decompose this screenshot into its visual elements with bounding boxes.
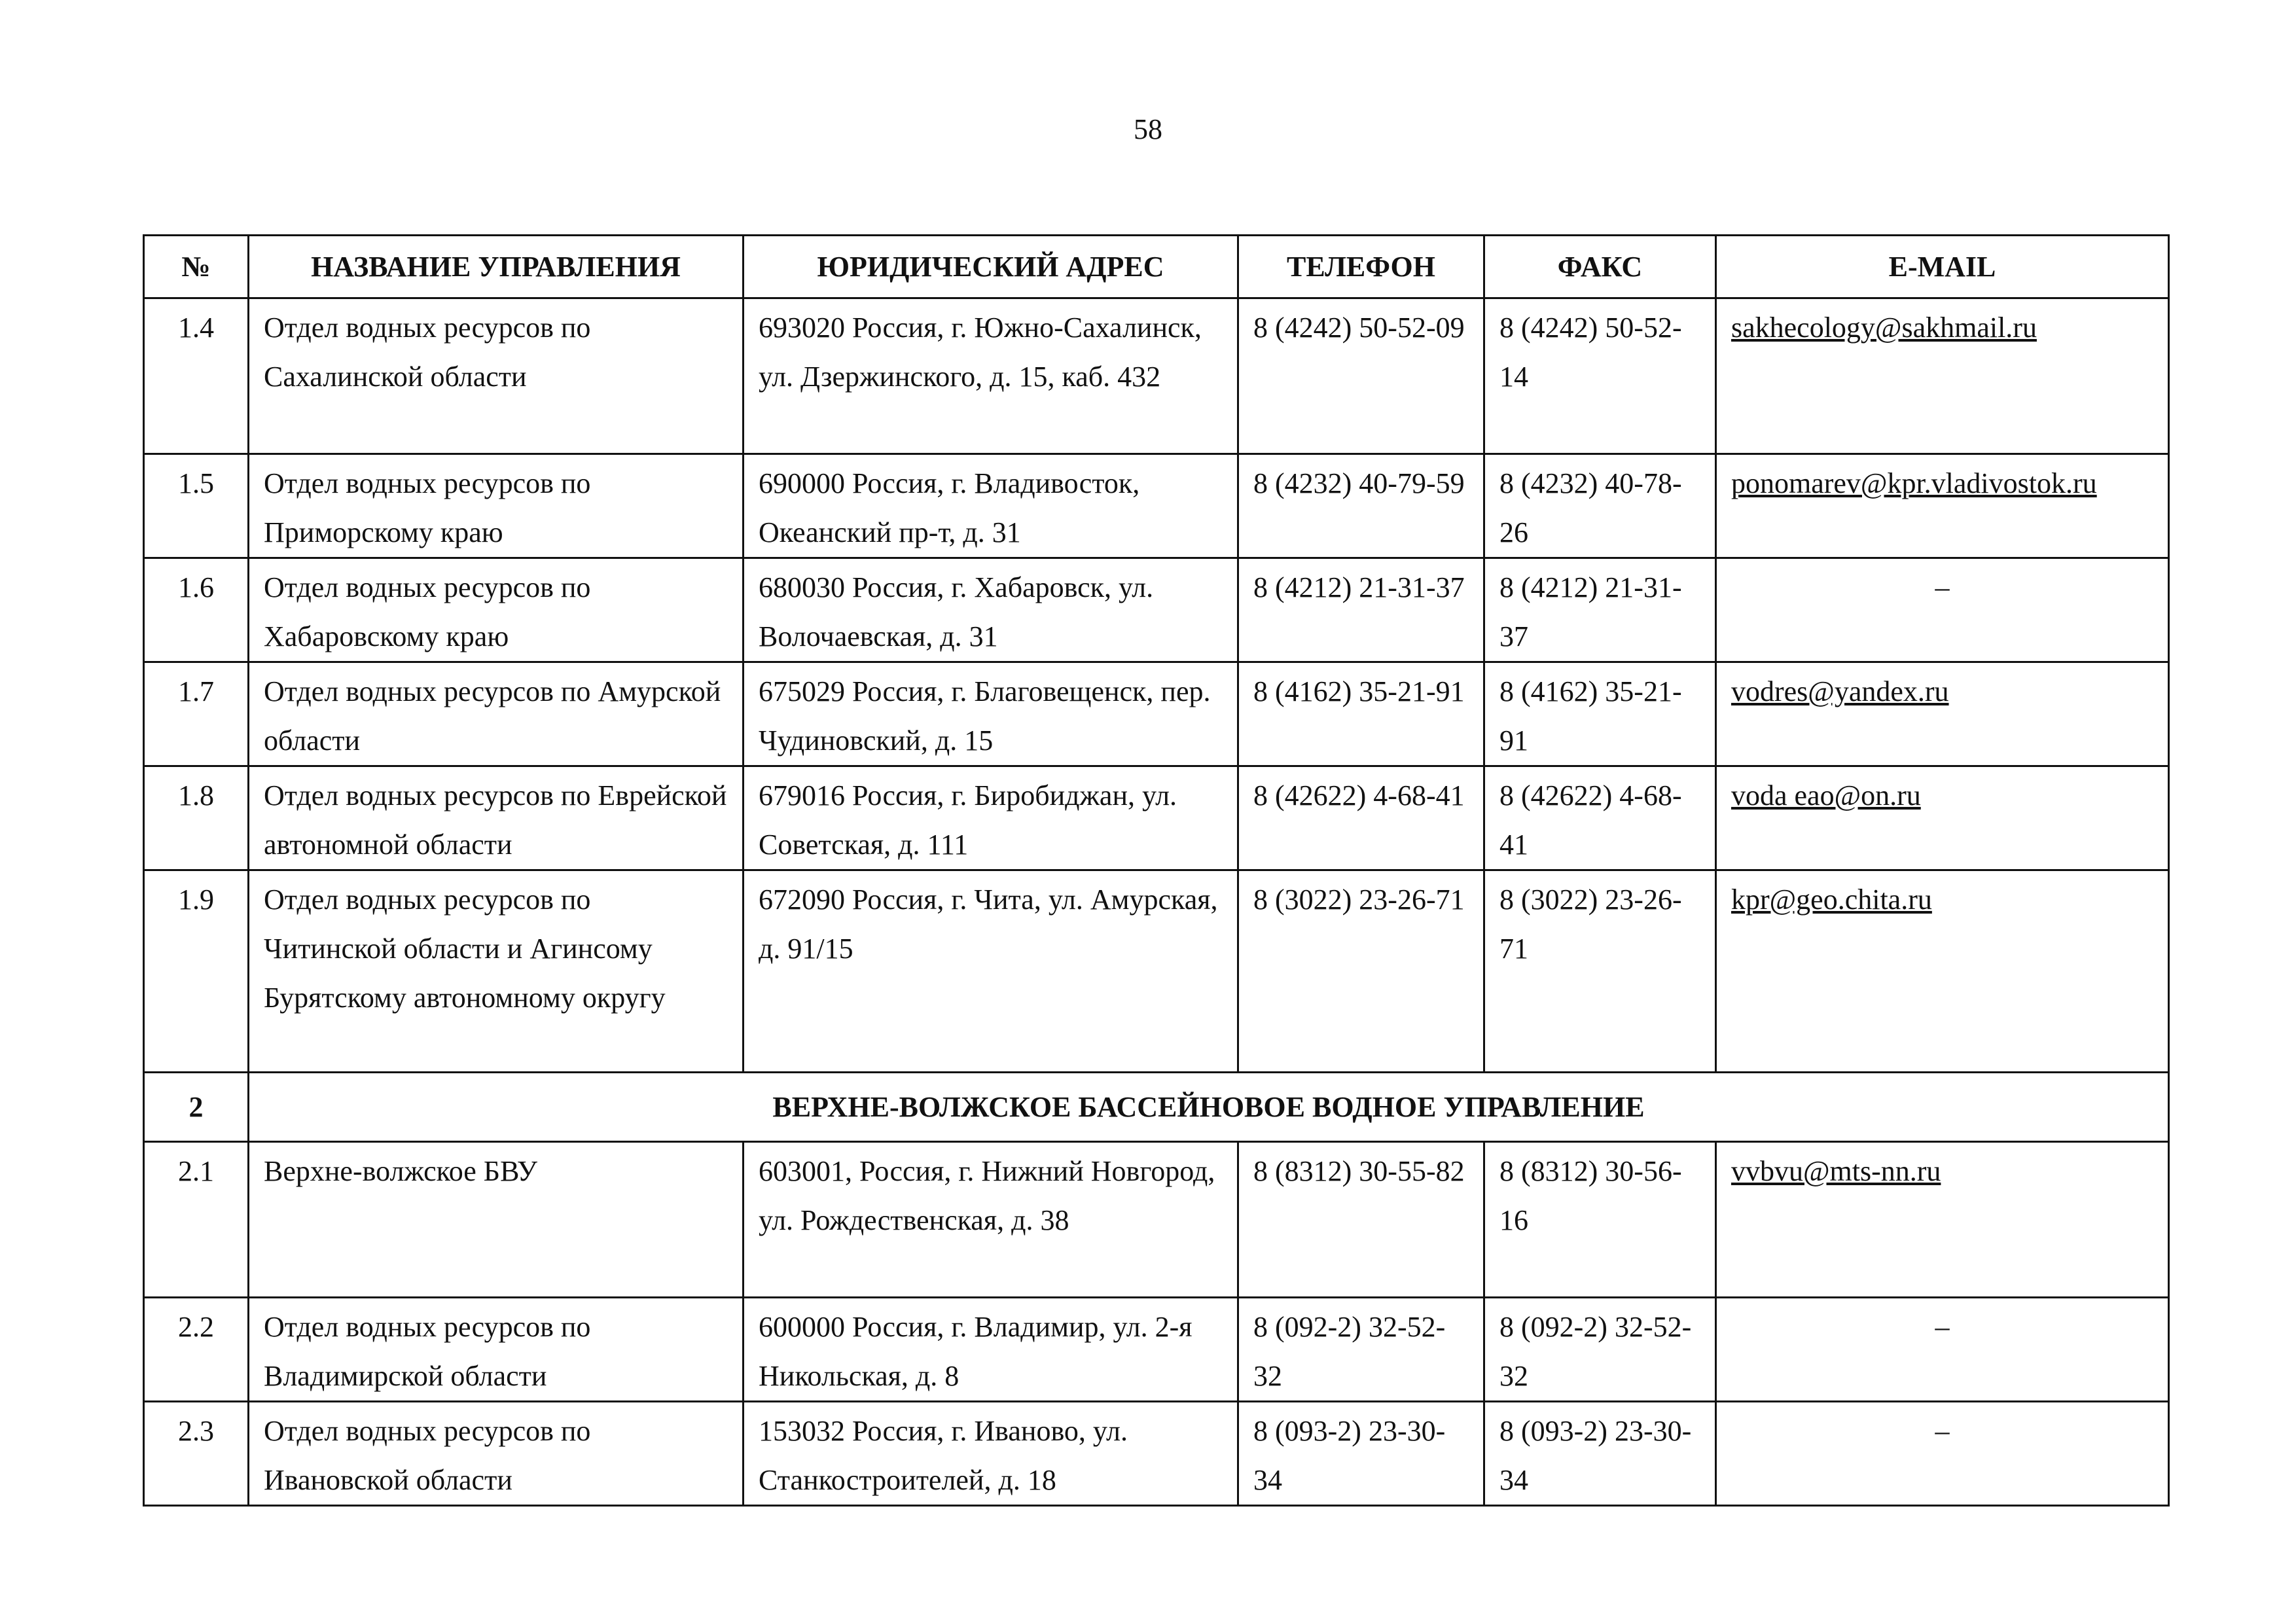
row-fax: 8 (42622) 4-68-41 — [1484, 766, 1716, 870]
row-name: Отдел водных ресурсов по Читинской области и Агинсому Бурятскому автономному округу — [249, 870, 744, 1073]
row-fax: 8 (4212) 21-31-37 — [1484, 558, 1716, 662]
row-num: 2.2 — [144, 1298, 249, 1402]
row-email-cell — [1716, 454, 2169, 558]
email-link[interactable]: vvbvu@mts-nn.ru — [1731, 1155, 1941, 1187]
row-phone: 8 (4212) 21-31-37 — [1238, 558, 1484, 662]
water-authorities-table — [143, 234, 2170, 1507]
row-name: Верхне-волжское БВУ — [249, 1142, 744, 1298]
row-email-empty: – — [1716, 558, 2169, 662]
header-fax: ФАКС — [1484, 236, 1716, 298]
row-phone: 8 (42622) 4-68-41 — [1238, 766, 1484, 870]
row-phone: 8 (4242) 50-52-09 — [1238, 298, 1484, 454]
header-address: ЮРИДИЧЕСКИЙ АДРЕС — [744, 236, 1238, 298]
table-row — [144, 662, 2169, 766]
row-address: 603001, Россия, г. Нижний Новгород, ул. Рождественская, д. 38 — [744, 1142, 1238, 1298]
table-row — [144, 1298, 2169, 1402]
row-email-cell — [1716, 1142, 2169, 1298]
table-row — [144, 558, 2169, 662]
row-address: 153032 Россия, г. Иваново, ул. Станкостроителей, д. 18 — [744, 1402, 1238, 1506]
email-link[interactable]: vodres@yandex.ru — [1731, 675, 1949, 707]
row-phone: 8 (4232) 40-79-59 — [1238, 454, 1484, 558]
row-address: 680030 Россия, г. Хабаровск, ул. Волочаевская, д. 31 — [744, 558, 1238, 662]
row-name: Отдел водных ресурсов по Сахалинской области — [249, 298, 744, 454]
email-link[interactable]: kpr@geo.chita.ru — [1731, 883, 1932, 916]
row-address: 693020 Россия, г. Южно-Сахалинск, ул. Дзержинского, д. 15, каб. 432 — [744, 298, 1238, 454]
row-num: 1.9 — [144, 870, 249, 1073]
row-fax: 8 (4162) 35-21-91 — [1484, 662, 1716, 766]
header-phone: ТЕЛЕФОН — [1238, 236, 1484, 298]
email-link[interactable]: sakhecology@sakhmail.ru — [1731, 312, 2037, 344]
row-address: 675029 Россия, г. Благовещенск, пер. Чудиновский, д. 15 — [744, 662, 1238, 766]
row-phone: 8 (3022) 23-26-71 — [1238, 870, 1484, 1073]
row-email-cell — [1716, 870, 2169, 1073]
table-header-row — [144, 236, 2169, 298]
header-num: № — [144, 236, 249, 298]
row-email-cell — [1716, 298, 2169, 454]
section-row — [144, 1073, 2169, 1142]
row-fax: 8 (4242) 50-52-14 — [1484, 298, 1716, 454]
section-num: 2 — [144, 1073, 249, 1142]
row-address: 600000 Россия, г. Владимир, ул. 2-я Никольская, д. 8 — [744, 1298, 1238, 1402]
table-row — [144, 766, 2169, 870]
section-title: ВЕРХНЕ-ВОЛЖСКОЕ БАССЕЙНОВОЕ ВОДНОЕ УПРАВЛЕНИЕ — [249, 1073, 2169, 1142]
table-row — [144, 1142, 2169, 1298]
row-num: 1.7 — [144, 662, 249, 766]
row-address: 679016 Россия, г. Биробиджан, ул. Советская, д. 111 — [744, 766, 1238, 870]
row-fax: 8 (092-2) 32-52-32 — [1484, 1298, 1716, 1402]
row-email-empty: – — [1716, 1298, 2169, 1402]
email-link[interactable]: ponomarev@kpr.vladivostok.ru — [1731, 467, 2097, 499]
header-name: НАЗВАНИЕ УПРАВЛЕНИЯ — [249, 236, 744, 298]
row-num: 1.5 — [144, 454, 249, 558]
row-address: 672090 Россия, г. Чита, ул. Амурская, д. 91/15 — [744, 870, 1238, 1073]
row-fax: 8 (4232) 40-78-26 — [1484, 454, 1716, 558]
table-row — [144, 298, 2169, 454]
row-phone: 8 (8312) 30-55-82 — [1238, 1142, 1484, 1298]
row-email-empty: – — [1716, 1402, 2169, 1506]
row-num: 1.6 — [144, 558, 249, 662]
row-num: 2.1 — [144, 1142, 249, 1298]
row-name: Отдел водных ресурсов по Владимирской области — [249, 1298, 744, 1402]
row-name: Отдел водных ресурсов по Еврейской автономной области — [249, 766, 744, 870]
table-row — [144, 1402, 2169, 1506]
row-num: 1.4 — [144, 298, 249, 454]
row-phone: 8 (4162) 35-21-91 — [1238, 662, 1484, 766]
row-name: Отдел водных ресурсов по Ивановской области — [249, 1402, 744, 1506]
row-fax: 8 (3022) 23-26-71 — [1484, 870, 1716, 1073]
row-phone: 8 (092-2) 32-52-32 — [1238, 1298, 1484, 1402]
row-name: Отдел водных ресурсов по Амурской области — [249, 662, 744, 766]
row-email-cell — [1716, 766, 2169, 870]
table-row — [144, 870, 2169, 1073]
row-phone: 8 (093-2) 23-30-34 — [1238, 1402, 1484, 1506]
row-email-cell — [1716, 662, 2169, 766]
header-email: E-MAIL — [1716, 236, 2169, 298]
row-num: 2.3 — [144, 1402, 249, 1506]
row-name: Отдел водных ресурсов по Приморскому краю — [249, 454, 744, 558]
table-row — [144, 454, 2169, 558]
page-number: 58 — [1134, 113, 1162, 145]
row-fax: 8 (093-2) 23-30-34 — [1484, 1402, 1716, 1506]
row-fax: 8 (8312) 30-56-16 — [1484, 1142, 1716, 1298]
email-link[interactable]: voda eao@on.ru — [1731, 779, 1921, 812]
row-num: 1.8 — [144, 766, 249, 870]
row-address: 690000 Россия, г. Владивосток, Океанский пр-т, д. 31 — [744, 454, 1238, 558]
row-name: Отдел водных ресурсов по Хабаровскому краю — [249, 558, 744, 662]
